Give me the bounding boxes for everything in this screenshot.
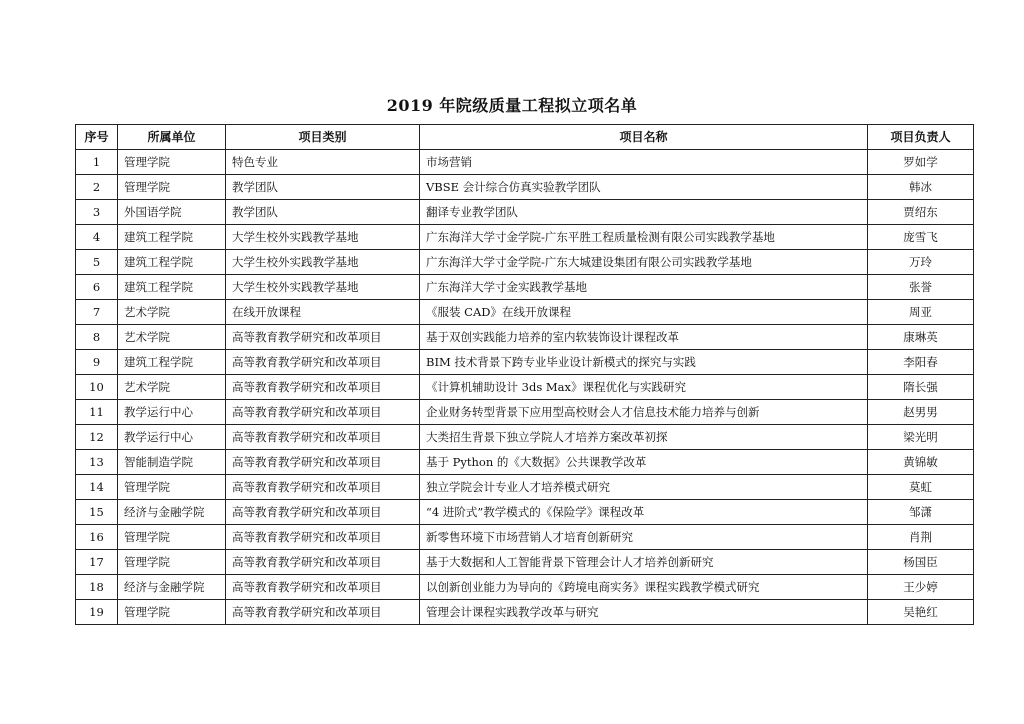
cell-leader: 赵男男	[868, 400, 974, 425]
header-name: 项目名称	[420, 125, 868, 150]
cell-unit: 管理学院	[118, 475, 226, 500]
cell-unit: 艺术学院	[118, 375, 226, 400]
cell-category: 高等教育教学研究和改革项目	[226, 575, 420, 600]
cell-no: 16	[76, 525, 118, 550]
cell-no: 14	[76, 475, 118, 500]
table-row	[76, 200, 974, 225]
cell-leader: 张誉	[868, 275, 974, 300]
cell-category: 高等教育教学研究和改革项目	[226, 475, 420, 500]
cell-category: 高等教育教学研究和改革项目	[226, 500, 420, 525]
table-row	[76, 175, 974, 200]
cell-leader: 庞雪飞	[868, 225, 974, 250]
cell-unit: 建筑工程学院	[118, 225, 226, 250]
cell-category: 高等教育教学研究和改革项目	[226, 350, 420, 375]
cell-unit: 经济与金融学院	[118, 575, 226, 600]
cell-unit: 管理学院	[118, 525, 226, 550]
cell-no: 5	[76, 250, 118, 275]
table-row	[76, 500, 974, 525]
cell-name: 市场营销	[420, 150, 868, 175]
cell-category: 高等教育教学研究和改革项目	[226, 400, 420, 425]
cell-unit: 艺术学院	[118, 300, 226, 325]
table-header-row	[76, 125, 974, 150]
table-row	[76, 325, 974, 350]
cell-name: 广东海洋大学寸金学院-广东大城建设集团有限公司实践教学基地	[420, 250, 868, 275]
cell-name: 基于双创实践能力培养的室内软装饰设计课程改革	[420, 325, 868, 350]
cell-unit: 建筑工程学院	[118, 250, 226, 275]
cell-name: 独立学院会计专业人才培养模式研究	[420, 475, 868, 500]
cell-category: 大学生校外实践教学基地	[226, 275, 420, 300]
cell-category: 高等教育教学研究和改革项目	[226, 375, 420, 400]
cell-no: 17	[76, 550, 118, 575]
cell-leader: 韩冰	[868, 175, 974, 200]
cell-leader: 王少婷	[868, 575, 974, 600]
cell-leader: 罗如学	[868, 150, 974, 175]
cell-category: 高等教育教学研究和改革项目	[226, 600, 420, 625]
cell-unit: 建筑工程学院	[118, 275, 226, 300]
cell-leader: 杨国臣	[868, 550, 974, 575]
cell-name: 《计算机辅助设计 3ds Max》课程优化与实践研究	[420, 375, 868, 400]
header-no: 序号	[76, 125, 118, 150]
cell-category: 高等教育教学研究和改革项目	[226, 525, 420, 550]
cell-unit: 外国语学院	[118, 200, 226, 225]
cell-leader: 李阳春	[868, 350, 974, 375]
cell-category: 高等教育教学研究和改革项目	[226, 325, 420, 350]
table-body	[76, 150, 974, 625]
cell-name: 翻译专业教学团队	[420, 200, 868, 225]
cell-unit: 艺术学院	[118, 325, 226, 350]
cell-name: 管理会计课程实践教学改革与研究	[420, 600, 868, 625]
cell-no: 2	[76, 175, 118, 200]
cell-no: 13	[76, 450, 118, 475]
cell-category: 特色专业	[226, 150, 420, 175]
cell-unit: 智能制造学院	[118, 450, 226, 475]
header-category: 项目类别	[226, 125, 420, 150]
header-unit: 所属单位	[118, 125, 226, 150]
cell-name: 广东海洋大学寸金学院-广东平胜工程质量检测有限公司实践教学基地	[420, 225, 868, 250]
table-row	[76, 550, 974, 575]
cell-name: 《服装 CAD》在线开放课程	[420, 300, 868, 325]
cell-name: 广东海洋大学寸金实践教学基地	[420, 275, 868, 300]
table-row	[76, 225, 974, 250]
cell-no: 12	[76, 425, 118, 450]
table-row	[76, 450, 974, 475]
cell-unit: 经济与金融学院	[118, 500, 226, 525]
table-row	[76, 400, 974, 425]
cell-name: BIM 技术背景下跨专业毕业设计新模式的探究与实践	[420, 350, 868, 375]
cell-category: 大学生校外实践教学基地	[226, 250, 420, 275]
cell-no: 1	[76, 150, 118, 175]
table-row	[76, 375, 974, 400]
cell-leader: 莫虹	[868, 475, 974, 500]
cell-no: 9	[76, 350, 118, 375]
cell-no: 8	[76, 325, 118, 350]
cell-name: 以创新创业能力为导向的《跨境电商实务》课程实践教学模式研究	[420, 575, 868, 600]
cell-unit: 管理学院	[118, 175, 226, 200]
table-row	[76, 600, 974, 625]
cell-category: 高等教育教学研究和改革项目	[226, 550, 420, 575]
table-row	[76, 575, 974, 600]
cell-leader: 肖荆	[868, 525, 974, 550]
cell-no: 19	[76, 600, 118, 625]
table-row	[76, 475, 974, 500]
cell-no: 3	[76, 200, 118, 225]
table-row	[76, 525, 974, 550]
cell-category: 大学生校外实践教学基地	[226, 225, 420, 250]
table-row	[76, 350, 974, 375]
cell-category: 教学团队	[226, 200, 420, 225]
cell-name: “4 进阶式”教学模式的《保险学》课程改革	[420, 500, 868, 525]
cell-no: 7	[76, 300, 118, 325]
cell-name: 大类招生背景下独立学院人才培养方案改革初探	[420, 425, 868, 450]
cell-leader: 贾绍东	[868, 200, 974, 225]
cell-category: 高等教育教学研究和改革项目	[226, 450, 420, 475]
cell-unit: 管理学院	[118, 600, 226, 625]
cell-leader: 梁光明	[868, 425, 974, 450]
cell-leader: 周亚	[868, 300, 974, 325]
cell-leader: 康琳英	[868, 325, 974, 350]
table-row	[76, 275, 974, 300]
cell-name: 基于 Python 的《大数据》公共课教学改革	[420, 450, 868, 475]
cell-no: 18	[76, 575, 118, 600]
cell-category: 在线开放课程	[226, 300, 420, 325]
cell-unit: 教学运行中心	[118, 400, 226, 425]
cell-category: 高等教育教学研究和改革项目	[226, 425, 420, 450]
cell-no: 6	[76, 275, 118, 300]
cell-name: 企业财务转型背景下应用型高校财会人才信息技术能力培养与创新	[420, 400, 868, 425]
cell-name: VBSE 会计综合仿真实验教学团队	[420, 175, 868, 200]
cell-no: 10	[76, 375, 118, 400]
cell-no: 15	[76, 500, 118, 525]
table-row	[76, 250, 974, 275]
cell-category: 教学团队	[226, 175, 420, 200]
cell-name: 新零售环境下市场营销人才培育创新研究	[420, 525, 868, 550]
project-table	[75, 124, 974, 625]
cell-name: 基于大数据和人工智能背景下管理会计人才培养创新研究	[420, 550, 868, 575]
cell-no: 4	[76, 225, 118, 250]
table-row	[76, 425, 974, 450]
cell-unit: 建筑工程学院	[118, 350, 226, 375]
table-row	[76, 300, 974, 325]
cell-unit: 管理学院	[118, 150, 226, 175]
cell-unit: 教学运行中心	[118, 425, 226, 450]
cell-leader: 隋长强	[868, 375, 974, 400]
table-row	[76, 150, 974, 175]
cell-leader: 万玲	[868, 250, 974, 275]
cell-leader: 邹潇	[868, 500, 974, 525]
page-title: 2019 年院级质量工程拟立项名单	[386, 96, 638, 115]
cell-no: 11	[76, 400, 118, 425]
header-leader: 项目负责人	[868, 125, 974, 150]
cell-leader: 吴艳红	[868, 600, 974, 625]
cell-unit: 管理学院	[118, 550, 226, 575]
cell-leader: 黄锦敏	[868, 450, 974, 475]
